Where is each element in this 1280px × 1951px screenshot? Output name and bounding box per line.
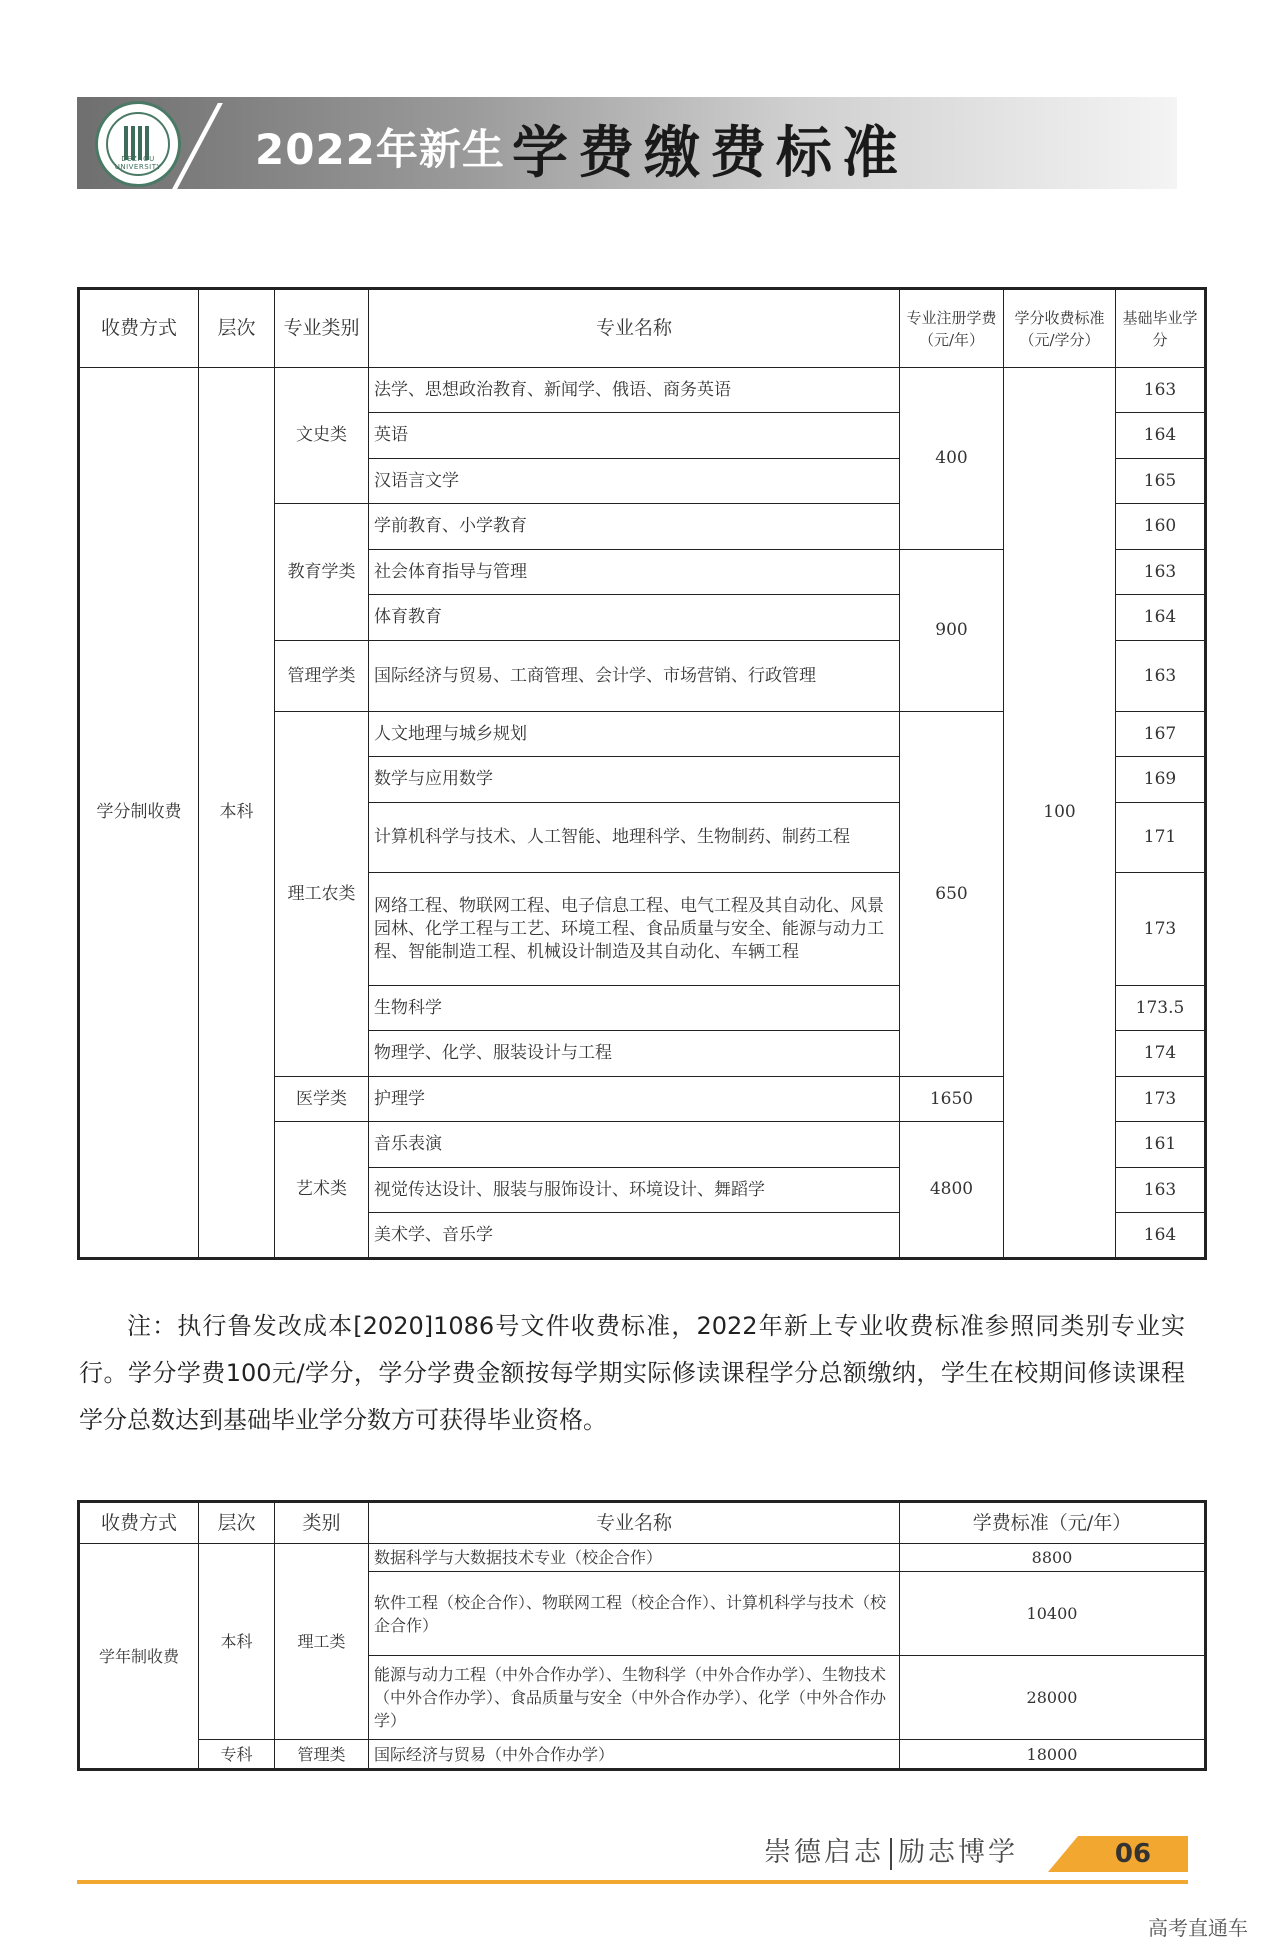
credit-fee-cell: 100	[1004, 368, 1116, 1259]
category-cell: 管理类	[275, 1740, 369, 1770]
credits-cell: 173	[1116, 1077, 1206, 1122]
credits-cell: 163	[1116, 368, 1206, 413]
category-cell: 理工类	[275, 1544, 369, 1740]
header-major: 专业名称	[369, 1502, 900, 1544]
credits-cell: 163	[1116, 1168, 1206, 1213]
header-category: 类别	[275, 1502, 369, 1544]
method-cell: 学分制收费	[79, 368, 199, 1259]
credits-cell: 167	[1116, 712, 1206, 757]
credits-cell: 173	[1116, 873, 1206, 986]
university-logo	[95, 101, 181, 187]
level-cell: 本科	[199, 368, 275, 1259]
table-header-row	[79, 289, 1206, 368]
level-cell: 专科	[199, 1740, 275, 1770]
credits-cell: 169	[1116, 757, 1206, 803]
header-banner	[77, 97, 1177, 189]
major-cell: 护理学	[369, 1077, 900, 1122]
header-method: 收费方式	[79, 1502, 199, 1544]
page-title: 学费缴费标准	[512, 120, 908, 186]
major-cell: 法学、思想政治教育、新闻学、俄语、商务英语	[369, 368, 900, 413]
reg-fee-cell: 400	[900, 368, 1004, 550]
header-level: 层次	[199, 289, 275, 368]
slogan-right: 励志博学	[898, 1837, 1018, 1868]
major-cell: 社会体育指导与管理	[369, 550, 900, 595]
major-cell: 计算机科学与技术、人工智能、地理科学、生物制药、制药工程	[369, 803, 900, 873]
table-row	[79, 1544, 1206, 1572]
credits-cell: 161	[1116, 1122, 1206, 1168]
credits-cell: 164	[1116, 1213, 1206, 1259]
table-row	[79, 368, 1206, 413]
major-cell: 音乐表演	[369, 1122, 900, 1168]
credits-cell: 164	[1116, 413, 1206, 459]
reg-fee-cell: 1650	[900, 1077, 1004, 1122]
header-reg-fee: 专业注册学费（元/年）	[900, 289, 1004, 368]
major-cell: 学前教育、小学教育	[369, 504, 900, 550]
table-row	[79, 1740, 1206, 1770]
credits-cell: 163	[1116, 641, 1206, 712]
credits-cell: 165	[1116, 459, 1206, 504]
fee-cell: 28000	[900, 1656, 1206, 1740]
header-method: 收费方式	[79, 289, 199, 368]
header-major: 专业名称	[369, 289, 900, 368]
logo-caption: DEZHOU UNIVERSITY	[114, 155, 162, 171]
header-category: 专业类别	[275, 289, 369, 368]
credit-fee-table	[77, 287, 1207, 1260]
reg-fee-cell: 650	[900, 712, 1004, 1077]
major-cell: 数据科学与大数据技术专业（校企合作）	[369, 1544, 900, 1572]
fee-cell: 8800	[900, 1544, 1206, 1572]
header-credit-fee: 学分收费标准（元/学分）	[1004, 289, 1116, 368]
credits-cell: 171	[1116, 803, 1206, 873]
major-cell: 软件工程（校企合作）、物联网工程（校企合作）、计算机科学与技术（校企合作）	[369, 1572, 900, 1656]
category-cell: 文史类	[275, 368, 369, 504]
credits-cell: 164	[1116, 595, 1206, 641]
major-cell: 网络工程、物联网工程、电子信息工程、电气工程及其自动化、风景园林、化学工程与工艺、环境工程、食品质量与安全、能源与动力工程、智能制造工程、机械设计制造及其自动化、车辆工程	[369, 873, 900, 986]
major-cell: 汉语言文学	[369, 459, 900, 504]
table-header-row	[79, 1502, 1206, 1544]
credits-cell: 174	[1116, 1031, 1206, 1077]
major-cell: 能源与动力工程（中外合作办学）、生物科学（中外合作办学）、生物技术（中外合作办学）、食品质量与安全（中外合作办学）、化学（中外合作办学）	[369, 1656, 900, 1740]
fee-cell: 18000	[900, 1740, 1206, 1770]
footer-line	[77, 1880, 1188, 1884]
slogan-separator	[890, 1838, 892, 1870]
major-cell: 视觉传达设计、服装与服饰设计、环境设计、舞蹈学	[369, 1168, 900, 1213]
major-cell: 物理学、化学、服装设计与工程	[369, 1031, 900, 1077]
category-cell: 医学类	[275, 1077, 369, 1122]
credits-cell: 160	[1116, 504, 1206, 550]
method-cell: 学年制收费	[79, 1544, 199, 1770]
credits-cell: 163	[1116, 550, 1206, 595]
header-fee: 学费标准（元/年）	[900, 1502, 1206, 1544]
reg-fee-cell: 900	[900, 550, 1004, 712]
category-cell: 教育学类	[275, 504, 369, 641]
title-year: 2022年新生	[255, 125, 505, 174]
reg-fee-cell: 4800	[900, 1122, 1004, 1259]
header-credits: 基础毕业学分	[1116, 289, 1206, 368]
major-cell: 数学与应用数学	[369, 757, 900, 803]
header-level: 层次	[199, 1502, 275, 1544]
slogan-left: 崇德启志	[764, 1837, 884, 1868]
major-cell: 人文地理与城乡规划	[369, 712, 900, 757]
major-cell: 美术学、音乐学	[369, 1213, 900, 1259]
category-cell: 管理学类	[275, 641, 369, 712]
major-cell: 国际经济与贸易（中外合作办学）	[369, 1740, 900, 1770]
major-cell: 国际经济与贸易、工商管理、会计学、市场营销、行政管理	[369, 641, 900, 712]
major-cell: 英语	[369, 413, 900, 459]
credits-cell: 173.5	[1116, 986, 1206, 1031]
year-fee-table	[77, 1500, 1207, 1771]
watermark: 高考直通车	[1148, 1916, 1248, 1940]
level-cell: 本科	[199, 1544, 275, 1740]
fee-cell: 10400	[900, 1572, 1206, 1656]
page-number: 06	[1114, 1839, 1152, 1869]
fee-note: 注：执行鲁发改成本[2020]1086号文件收费标准，2022年新上专业收费标准参照同类别专业实行。学分学费100元/学分，学分学费金额按每学期实际修读课程学分总额缴纳，学生在校期间修读课程学分总数达到基础毕业学分数方可获得毕业资格。	[79, 1312, 1185, 1434]
footer-slogan	[764, 1830, 1018, 1870]
major-cell: 生物科学	[369, 986, 900, 1031]
category-cell: 理工农类	[275, 712, 369, 1077]
major-cell: 体育教育	[369, 595, 900, 641]
category-cell: 艺术类	[275, 1122, 369, 1259]
